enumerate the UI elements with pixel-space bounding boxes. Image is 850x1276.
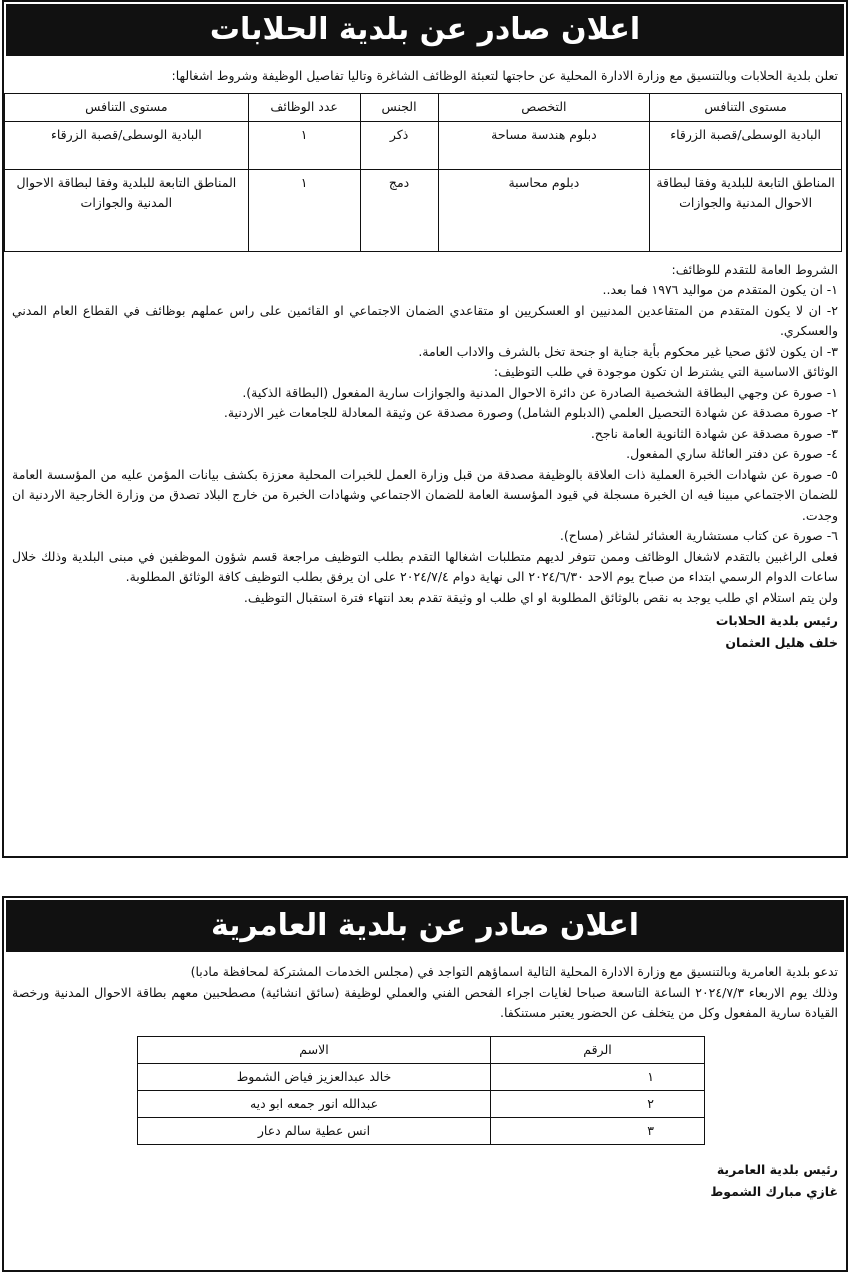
- table-cell: عبدالله انور جمعه ابو ديه: [138, 1090, 491, 1117]
- note-paragraph: ولن يتم استلام اي طلب يوجد به نقص بالوثائق المطلوبة او اي طلب او وثيقة تقدم بعد انتهاء فترة استقبال التوظيف.: [243, 589, 838, 605]
- document-item: ٤- صورة عن دفتر العائلة ساري المفعول.: [626, 446, 838, 461]
- document-item: ٢- صورة مصدقة عن شهادة التحصيل العلمي (الدبلوم الشامل) وصورة مصدقة عن وثيقة المعادلة للجامعات غير الاردنية.: [223, 405, 838, 420]
- table-cell: دبلوم محاسبة: [438, 169, 650, 251]
- announcement-title: اعلان صادر عن بلدية العامرية: [6, 900, 844, 952]
- document-item: ١- صورة عن وجهي البطاقة الشخصية الصادرة عن دائرة الاحوال المدنية والجوازات سارية المفعول (البطاقة الذكية).: [242, 384, 838, 400]
- table-cell: ١: [248, 121, 360, 169]
- table-header: عدد الوظائف: [248, 93, 360, 121]
- table-cell: دمج: [360, 169, 438, 251]
- closing-paragraph: فعلى الراغبين بالتقدم لاشغال الوظائف وممن تتوفر لديهم متطلبات اشغالها التقدم بطلب التوظيف مراجعة قسم شؤون الموظفين في مبنى البلدية وذلك خلال ساعات الدوام الرسمي ابتداء من صباح يوم الاحد ٢٠٢٤/٦/٣٠ الى نهاية دوام ٢٠٢٤/٧/٤ على ان يرفق بطلب التوظيف كافة الوثائق المطلوبة.: [12, 548, 838, 584]
- documents-title: الوثائق الاساسية التي يشترط ان تكون موجودة في طلب التوظيف:: [493, 364, 838, 379]
- table-row: [138, 1090, 705, 1117]
- condition-item: ١- ان يكون المتقدم من مواليد ١٩٧٦ فما بعد..: [602, 282, 838, 297]
- table-header: مستوى التنافس: [5, 93, 249, 121]
- table-cell: المناطق التابعة للبلدية وفقا لبطاقة الاحوال المدنية والجوازات: [650, 169, 842, 251]
- announcement-details: وذلك يوم الاربعاء ٢٠٢٤/٧/٣ الساعة التاسعة صباحا لغايات اجراء الفحص الفني والعملي لوظيفة (سائق انشائية) مصطحبين معهم بطاقة الاحوال المدنية ورخصة القيادة سارية المفعول وكل من يتخلف عن الحضور يعتبر مستنكفا.: [12, 984, 838, 1020]
- table-cell: ٣: [491, 1117, 705, 1144]
- announcement-title: اعلان صادر عن بلدية الحلابات: [6, 4, 844, 56]
- document-item: ٣- صورة مصدقة عن شهادة الثانوية العامة ناجح.: [590, 425, 838, 441]
- candidates-table: [137, 1036, 705, 1145]
- table-header: مستوى التنافس: [650, 93, 842, 121]
- table-cell: انس عطية سالم دعار: [138, 1117, 491, 1144]
- table-cell: البادية الوسطى/قصبة الزرقاء: [5, 121, 249, 169]
- table-cell: خالد عبدالعزيز فياض الشموط: [138, 1063, 491, 1090]
- table-header-row: [5, 93, 842, 121]
- table-header: الاسم: [138, 1036, 491, 1063]
- condition-item: ٢- ان لا يكون المتقدم من المتقاعدين المدنيين او العسكريين او متقاعدي الضمان الاجتماعي او القائمين على راس عملهم بوظائف في القطاع العام المدني والعسكري.: [12, 302, 838, 338]
- signature-block: [4, 1145, 846, 1203]
- signer-title: رئيس بلدية العامرية: [716, 1161, 838, 1177]
- table-row: [5, 169, 842, 251]
- table-row: [138, 1063, 705, 1090]
- table-header-row: [138, 1036, 705, 1063]
- table-cell: ١: [491, 1063, 705, 1090]
- table-header: الجنس: [360, 93, 438, 121]
- announcement-intro: تدعو بلدية العامرية وبالتنسيق مع وزارة الادارة المحلية التالية اسماؤهم التواجد في (مجلس الخدمات المشتركة لمحافظة مادبا): [190, 964, 838, 979]
- document-item: ٥- صورة عن شهادات الخبرة العملية ذات العلاقة بالوظيفة مصدقة من قبل وزارة العمل للخبرات المحلية معززة بكشف بيانات المؤمن عليه من المؤسسة العامة للضمان الاجتماعي مبينا فيه ان الخبرة مسجلة في قيود المؤسسة العامة للضمان الاجتماعي وشهادات الخبرة من خارج البلاد تصدق من وزارة الخارجية الاردنية ان وجدت.: [12, 466, 838, 523]
- signer-title: رئيس بلدية الحلابات: [715, 613, 838, 628]
- conditions-section: [4, 252, 846, 609]
- table-header: التخصص: [438, 93, 650, 121]
- table-row: [138, 1117, 705, 1144]
- table-cell: ١: [248, 169, 360, 251]
- condition-item: ٣- ان يكون لائق صحيا غير محكوم بأية جناية او جنحة تخل بالشرف والاداب العامة.: [418, 343, 838, 359]
- jobs-table: [4, 93, 842, 252]
- table-row: [5, 121, 842, 169]
- table-header: الرقم: [491, 1036, 705, 1063]
- halabat-announcement: [2, 0, 848, 858]
- table-cell: دبلوم هندسة مساحة: [438, 121, 650, 169]
- table-cell: ٢: [491, 1090, 705, 1117]
- amiriyah-announcement: [2, 896, 848, 1272]
- signer-name: خلف هليل العثمان: [725, 635, 838, 650]
- table-cell: المناطق التابعة للبلدية وفقا لبطاقة الاحوال المدنية والجوازات: [5, 169, 249, 251]
- conditions-title: الشروط العامة للتقدم للوظائف:: [671, 261, 838, 277]
- table-cell: ذكر: [360, 121, 438, 169]
- signer-name: غازي مبارك الشموط: [710, 1183, 838, 1199]
- announcement-intro: تعلن بلدية الحلابات وبالتنسيق مع وزارة الادارة المحلية عن حاجتها لتعبئة الوظائف الشاغرة وتاليا تفاصيل الوظيفة وشروط اشغالها:: [171, 68, 838, 83]
- document-item: ٦- صورة عن كتاب مستشارية العشائر لشاغر (مساح).: [559, 528, 838, 543]
- signature-block: [4, 608, 846, 654]
- table-cell: البادية الوسطى/قصبة الزرقاء: [650, 121, 842, 169]
